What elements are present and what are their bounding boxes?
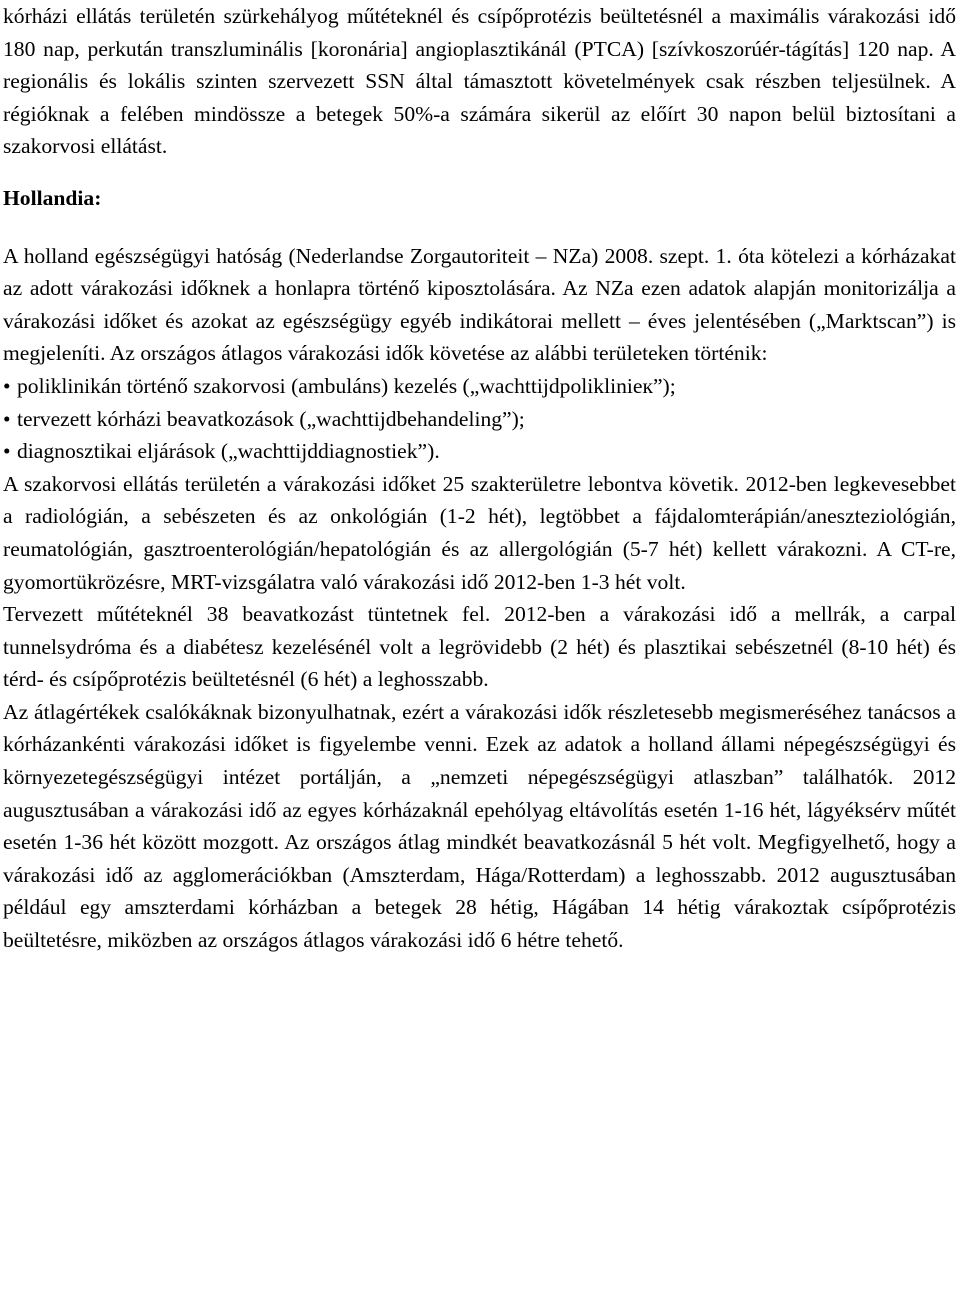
- document-page: [3, 0, 956, 957]
- bullet-icon: •: [3, 439, 11, 464]
- paragraph-nza-monitoring: A holland egészségügyi hatóság (Nederlandse Zorgautoriteit – NZa) 2008. szept. 1. óta kötelezi a kórházakat az adott várakozási időknek a honlapra történő kiposztolására. Az NZa ezen adatok alapján monitorizálja a várakozási időket és azokat az egészségügy egyéb indikátorai mellett – éves jelentésében („Marktscan”) is megjeleníti. Az országos átlagos várakozási idők követése az alábbi területeken történik:: [3, 243, 956, 366]
- paragraph-planned-surgeries: Tervezett műtéteknél 38 beavatkozást tüntetnek fel. 2012-ben a várakozási idő a mellrák, a carpal tunnelsydróma és a diabétesz kezelésénél volt a legrövidebb (2 hét) és plasztikai sebészetnél (8-10 hét) és térd- és csípőprotézis beültetésnél (6 hét) a leghosszabb.: [3, 602, 956, 692]
- list-item: • diagnosztikai eljárások („wachttijddiagnostiek”).: [3, 435, 956, 468]
- list-item: • tervezett kórházi beavatkozások („wachttijdbehandeling”);: [3, 403, 956, 436]
- section-heading-netherlands: Hollandia:: [3, 185, 102, 210]
- bullet-icon: •: [3, 406, 11, 431]
- paragraph-specialist-care: A szakorvosi ellátás területén a várakozási időket 25 szakterületre lebontva követik. 2012-ben legkevesebbet a radiológián, a sebészeten és az onkológián (1-2 hét), legtöbbet a fájdalomterápián/aneszteziológián, reumatológián, gasztroenterológián/hepatológián és az allergológián (5-7 hét) kellett várakozni. A CT-re, gyomortükrözésre, MRT-vizsgálatra való várakozási idő 2012-ben 1-3 hét volt.: [3, 471, 956, 594]
- paragraph-hospital-averages: Az átlagértékek csalókáknak bizonyulhatnak, ezért a várakozási idők részletesebb megismeréséhez tanácsos a kórházankénti várakozási időket is figyelembe venni. Ezek az adatok a holland állami népegészségügyi és környezetegészségügyi intézet portálján, a „nemzeti népegészségügyi atlaszban” találhatók. 2012 augusztusában a várakozási idő az egyes kórházaknál epehólyag eltávolítás esetén 1-16 hét, lágyéksérv műtét esetén 1-36 hét között mozgott. Az országos átlag mindkét beavatkozásnál 5 hét volt. Megfigyelhető, hogy a várakozási idő az agglomerációkban (Amszterdam, Hága/Rotterdam) a leghosszabb. 2012 augusztusában például egy amszterdami kórházban a betegek 28 hétig, Hágában 14 hétig várakoztak csípőprotézis beültetésre, miközben az országos átlagos várakozási idő 6 hétre tehető.: [3, 699, 956, 953]
- paragraph-italy-waiting-times: kórházi ellátás területén szürkehályog műtéteknél és csípőprotézis beültetésnél a maximális várakozási idő 180 nap, perkután transzluminális [koronária] angioplasztikánál (PTCA) [szívkoszorúér-tágítás] 120 nap. A regionális és lokális szinten szervezett SSN által támasztott követelmények csak részben teljesülnek. A régióknak a felében mindössze a betegek 50%-a számára sikerül az előírt 30 napon belül biztosítani a szakorvosi ellátást.: [3, 4, 956, 159]
- bullet-list-areas: [3, 370, 956, 468]
- list-item: • poliklinikán történő szakorvosi (ambuláns) kezelés („wachttijdpoliklinieк”);: [3, 370, 956, 403]
- bullet-icon: •: [3, 373, 11, 398]
